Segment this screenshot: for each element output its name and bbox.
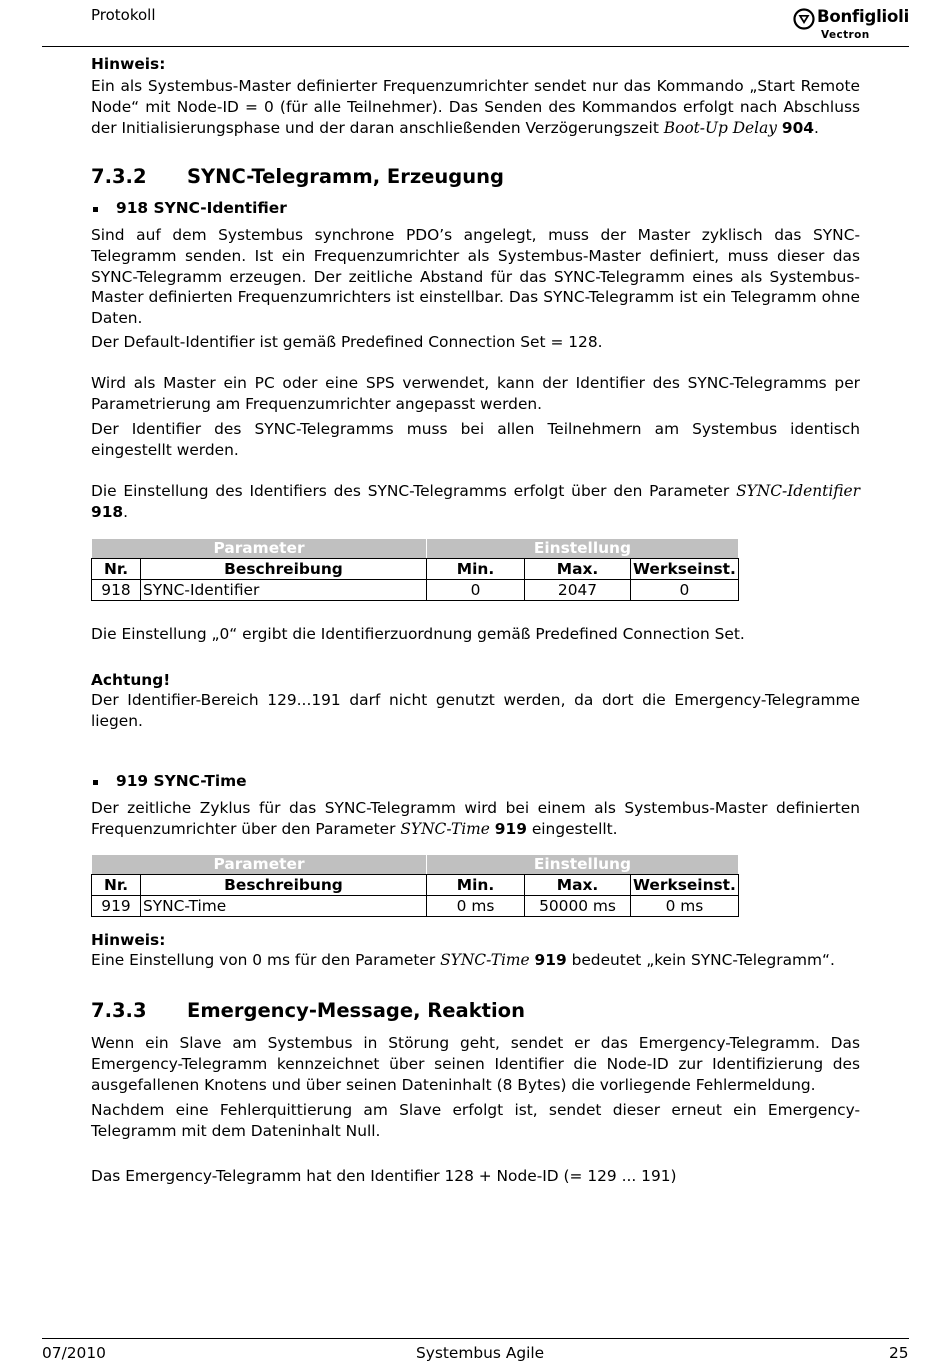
cell-max: 50000 ms	[525, 896, 631, 917]
col-header-max: Max.	[525, 559, 631, 580]
note-text-2	[91, 950, 860, 971]
subsection-title-919: 919 SYNC-Time	[116, 772, 247, 790]
note-heading-2: Hinweis:	[91, 931, 166, 949]
table-band-row	[92, 539, 739, 559]
logo-brand-text: Bonfiglioli	[817, 7, 910, 26]
col-header-min: Min.	[427, 559, 525, 580]
paragraph-setting-end: .	[123, 502, 129, 521]
section-title: Emergency-Message, Reaktion	[187, 999, 525, 1022]
table-header-row	[92, 559, 739, 580]
band-einstellung: Einstellung	[427, 539, 739, 559]
cell-max: 2047	[525, 580, 631, 601]
table-band-row	[92, 855, 739, 875]
param-name-sync-identifier: SYNC-Identifier	[736, 482, 860, 500]
bullet-square-icon	[93, 207, 98, 212]
header-rule	[42, 46, 909, 47]
section-number: 7.3.2	[91, 165, 147, 188]
brand-logo	[793, 6, 911, 42]
note-text-body: Ein als Systembus-Master definierter Frequenzumrichter sendet nur das Kommando „Start Remote Node“ mit Node-ID = 0 (für alle Teilnehmer). Das Senden des Kommandos erfolgt nach Abschluss der Initialisierungsphase und der daran anschließenden Verzögerungszeit	[91, 77, 860, 137]
param-name-boot-up-delay: Boot-Up Delay	[663, 118, 777, 137]
section-number: 7.3.3	[91, 999, 147, 1022]
col-header-nr: Nr.	[92, 875, 141, 896]
parameter-table-919	[91, 854, 739, 917]
paragraph-identical-identifier: Der Identifier des SYNC-Telegramms muss bei allen Teilnehmern am Systembus identisch eingestellt werden.	[91, 420, 860, 459]
col-header-max: Max.	[525, 875, 631, 896]
band-parameter: Parameter	[92, 539, 427, 559]
param-number: 904	[781, 118, 814, 137]
paragraph-setting-zero: Die Einstellung „0“ ergibt die Identifierzuordnung gemäß Predefined Connection Set.	[91, 625, 745, 643]
paragraph-sync-time-end: eingestellt.	[526, 819, 618, 838]
col-header-nr: Nr.	[92, 559, 141, 580]
header-title: Protokoll	[91, 6, 156, 24]
footer-rule	[42, 1338, 909, 1339]
cell-nr: 919	[92, 896, 141, 917]
paragraph-setting-identifier	[91, 481, 860, 523]
col-header-beschreibung: Beschreibung	[141, 559, 427, 580]
cell-werkseinst: 0 ms	[631, 896, 739, 917]
param-name-sync-time: SYNC-Time	[440, 951, 530, 969]
col-header-werkseinst: Werkseinst.	[631, 875, 739, 896]
band-parameter: Parameter	[92, 855, 427, 875]
paragraph-sync-time	[91, 798, 860, 840]
cell-nr: 918	[92, 580, 141, 601]
param-number: 918	[91, 502, 124, 521]
footer-date: 07/2010	[42, 1344, 106, 1362]
paragraph-emergency-identifier: Das Emergency-Telegramm hat den Identifier 128 + Node-ID (= 129 ... 191)	[91, 1167, 677, 1185]
note-text-end: .	[814, 118, 819, 137]
cell-beschreibung: SYNC-Time	[141, 896, 427, 917]
note-text-2-body: Eine Einstellung von 0 ms für den Parameter	[91, 951, 441, 969]
cell-werkseinst: 0	[631, 580, 739, 601]
param-number: 919	[534, 951, 567, 969]
band-einstellung: Einstellung	[427, 855, 739, 875]
warning-heading: Achtung!	[91, 671, 171, 689]
footer-page-number: 25	[889, 1344, 909, 1362]
param-name-sync-time: SYNC-Time	[400, 819, 490, 838]
warning-text: Der Identifier-Bereich 129...191 darf nicht genutzt werden, da dort die Emergency-Telegramme liegen.	[91, 691, 860, 730]
subsection-title-918: 918 SYNC-Identifier	[116, 199, 287, 217]
cell-beschreibung: SYNC-Identifier	[141, 580, 427, 601]
param-number: 919	[494, 819, 527, 838]
col-header-beschreibung: Beschreibung	[141, 875, 427, 896]
note-text-2-end: bedeutet „kein SYNC-Telegramm“.	[566, 951, 835, 969]
paragraph-emergency-ack: Nachdem eine Fehlerquittierung am Slave erfolgt ist, sendet dieser erneut ein Emergency-Telegramm mit dem Dateninhalt Null.	[91, 1101, 860, 1140]
logo-sub-text: Vectron	[821, 29, 870, 41]
paragraph-emergency-intro: Wenn ein Slave am Systembus in Störung geht, sendet er das Emergency-Telegramm. Das Emergency-Telegramm kennzeichnet über seinen Identifier die Node-ID zur Identifizierung des ausgefallenen Knotens und über seinen Dateninhalt (8 Bytes) die vorliegende Fehlermeldung.	[91, 1034, 860, 1094]
paragraph-default-identifier: Der Default-Identifier ist gemäß Predefined Connection Set = 128.	[91, 333, 603, 351]
parameter-table-918	[91, 538, 739, 601]
table-header-row	[92, 875, 739, 896]
table-row	[92, 580, 739, 601]
bonfiglioli-logo-icon	[793, 8, 815, 30]
paragraph-master-pc: Wird als Master ein PC oder eine SPS verwendet, kann der Identifier des SYNC-Telegramms per Parametrierung am Frequenzumrichter angepasst werden.	[91, 374, 860, 413]
footer-document-title: Systembus Agile	[416, 1344, 545, 1362]
cell-min: 0	[427, 580, 525, 601]
bullet-square-icon	[93, 780, 98, 785]
table-row	[92, 896, 739, 917]
col-header-min: Min.	[427, 875, 525, 896]
cell-min: 0 ms	[427, 896, 525, 917]
col-header-werkseinst: Werkseinst.	[631, 559, 739, 580]
section-title: SYNC-Telegramm, Erzeugung	[187, 165, 504, 188]
paragraph-setting-body: Die Einstellung des Identifiers des SYNC-Telegramms erfolgt über den Parameter	[91, 482, 737, 500]
paragraph-sync-time-body: Der zeitliche Zyklus für das SYNC-Telegramm wird bei einem als Systembus-Master definierten Frequenzumrichter über den Parameter	[91, 799, 860, 838]
paragraph-sync-intro: Sind auf dem Systembus synchrone PDO’s angelegt, muss der Master zyklisch das SYNC-Telegramm senden. Ist ein Frequenzumrichter als Systembus-Master definiert, muss dieser das SYNC-Telegramm erzeugen. Der zeitliche Abstand für das SYNC-Telegramm eines als Systembus-Master definierten Frequenzumrichters ist einstellbar. Das SYNC-Telegramm ist ein Telegramm ohne Daten.	[91, 226, 860, 328]
note-text	[91, 76, 860, 138]
note-heading: Hinweis:	[91, 55, 166, 73]
